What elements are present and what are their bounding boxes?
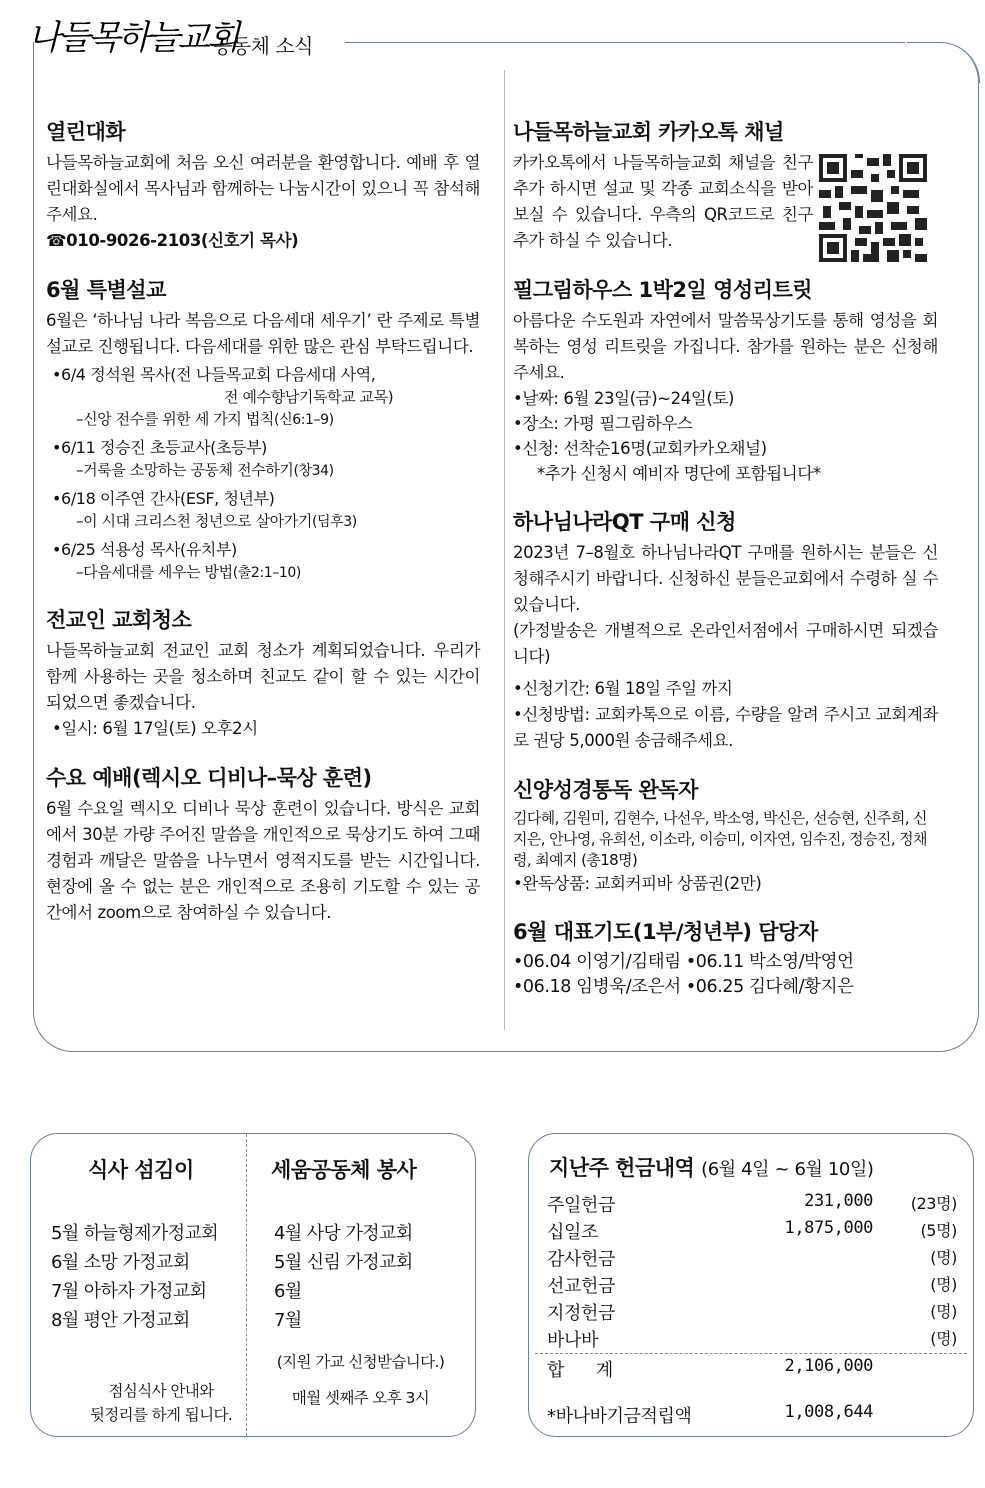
offering-title: [549, 1152, 874, 1182]
offering-amount: 1,875,000: [784, 1218, 873, 1238]
volunteer-box: [30, 1133, 476, 1437]
barnabas-fund-amount: 1,008,644: [784, 1402, 873, 1422]
header-subtitle: 공동체 소식: [213, 34, 313, 58]
meal-item: 6월 소망 가정교회: [51, 1252, 190, 1273]
offering-count: (5명): [920, 1221, 957, 1240]
offering-total-row: [547, 1356, 957, 1383]
cleaning-date: •일시: 6월 17일(토) 오후2시: [52, 719, 258, 738]
offering-title-text: 지난주 헌금내역: [549, 1156, 695, 1180]
kakao-body: 카카오톡에서 나들목하늘교회 채널을 친구추가 하시면 설교 및 각종 교회소식을 받아보실 수 있습니다. 우측의 QR코드로 친구추가 하실 수 있습니다.: [513, 153, 813, 250]
offering-period: (6월 4일 ~ 6월 10일): [701, 1159, 874, 1180]
retreat-section: [513, 274, 938, 486]
sermon-body: 6월은 ‘하나님 나라 복음으로 다음세대 세우기’ 란 주제로 특별설교로 진행됩니다. 다음세대를 위한 많은 관심 부탁드립니다.: [46, 311, 480, 356]
sermon-ref: (창34): [293, 463, 334, 479]
bible-prize: •완독상품: 교회커피바 상품권(2만): [513, 874, 762, 893]
sermon-topic-text: –거룩을 소망하는 공동체 전수하기: [76, 461, 294, 479]
sermon-topic-text: –신앙 전수를 위한 세 가지 법칙: [76, 410, 275, 428]
sermon-item-date: •6/18 이주연 간사(ESF, 청년부): [52, 489, 275, 508]
offering-label: 주일헌금: [547, 1195, 615, 1216]
sermon-item-topic: [52, 459, 480, 482]
welcome-body: 나들목하늘교회에 처음 오신 여러분을 환영합니다. 예배 후 열린대화실에서 목사님과 함께하는 나눔시간이 있으니 꼭 참석해주세요.: [46, 153, 480, 224]
sermon-item-date: •6/11 정승진 초등교사(초등부): [52, 438, 267, 457]
sermon-title: 6월 특별설교: [46, 278, 166, 302]
qt-period: •신청기간: 6월 18일 주일 까지: [513, 679, 733, 698]
prayer-line: •06.04 이영기/김태림 •06.11 박소영/박영언: [513, 952, 854, 972]
meal-item: 7월 아하자 가정교회: [51, 1281, 207, 1302]
service-title: 세움공동체 봉사: [271, 1158, 417, 1182]
bible-section: [513, 774, 938, 896]
cleaning-section: [46, 604, 480, 742]
offering-label: 바나바: [547, 1330, 598, 1351]
offering-row: [547, 1299, 957, 1326]
service-item: 5월 신림 가정교회: [274, 1252, 413, 1273]
welcome-title: 열린대화: [46, 120, 126, 144]
sermon-ref: (딤후3): [311, 514, 357, 530]
offering-amount: 231,000: [804, 1191, 873, 1211]
offering-row: [547, 1218, 957, 1245]
offering-label: 감사헌금: [547, 1249, 615, 1270]
sermon-item-topic: [52, 561, 480, 584]
prayer-line: •06.18 임병욱/조은서 •06.25 김다혜/황지은: [513, 977, 854, 997]
welcome-section: [46, 116, 480, 254]
service-item: 7월: [274, 1310, 302, 1331]
sermon-topic-text: –이 시대 크리스천 청년으로 살아가기: [76, 512, 312, 530]
offering-total-label: 합 계: [547, 1360, 613, 1381]
qt-section: [513, 506, 938, 754]
meal-note-line: 점심식사 안내와: [108, 1382, 214, 1400]
meal-item: 5월 하늘형제가정교회: [51, 1223, 219, 1244]
sermon-item-date2: 전 예수향남기독학교 교목): [224, 388, 394, 406]
offering-row: [547, 1272, 957, 1299]
barnabas-fund-row: [547, 1402, 957, 1429]
retreat-title: 필그림하우스 1박2일 영성리트릿: [513, 278, 813, 302]
sermon-ref: (출2:1–10): [232, 565, 301, 581]
retreat-body: 아름다운 수도원과 자연에서 말씀묵상기도를 통해 영성을 회복하는 영성 리트릿을 가집니다. 참가를 원하는 분은 신청해주세요.: [513, 311, 938, 382]
service-item: 4월 사당 가정교회: [274, 1223, 413, 1244]
sermon-ref: (신6:1–9): [274, 412, 334, 428]
offering-box: [528, 1133, 974, 1437]
sermon-section: [46, 274, 480, 584]
sermon-topic-text: –다음세대를 세우는 방법: [76, 563, 233, 581]
offering-label: 선교헌금: [547, 1276, 615, 1297]
sermon-item-topic: [52, 510, 480, 533]
wednesday-section: [46, 762, 480, 926]
offering-total-amount: 2,106,000: [784, 1356, 873, 1376]
offering-row: [547, 1245, 957, 1272]
barnabas-fund-label: *바나바기금적립액: [547, 1406, 692, 1427]
offering-label: 지정헌금: [547, 1303, 615, 1324]
offering-row: [547, 1326, 957, 1353]
service-note1: (지원 가교 신청받습니다.): [276, 1353, 445, 1371]
retreat-apply: •신청: 선착순16명(교회카카오채널): [513, 439, 767, 458]
wednesday-body: 6월 수요일 렉시오 디비나 묵상 훈련이 있습니다. 방식은 교회에서 30분 가량 주어진 말씀을 개인적으로 묵상기도 하여 그때 경험과 깨달은 말씀을 나누면서 영적지도를 받는 시간입니다. 현장에 올 수 없는 분은 개인적으로 조용히 기도할 수 있는 공간에서 zoom으로 참여하실 수 있습니다.: [46, 799, 480, 922]
bible-names: 김다혜, 김원미, 김현수, 나선우, 박소영, 박신은, 선승현, 신주희, 신지은, 안나영, 유희선, 이소라, 이승미, 이자연, 임수진, 정승진, 정채령, 최예지 (총18명): [513, 809, 927, 869]
qt-body: 2023년 7–8월호 하나님나라QT 구매를 원하시는 분들은 신청해주시기 바랍니다. 신청하신 분들은교회에서 수령하 실 수 있습니다.: [513, 543, 938, 614]
qt-title: 하나님나라QT 구매 신청: [513, 510, 736, 534]
kakao-qr-code-icon[interactable]: [819, 154, 927, 262]
column-divider: [504, 70, 505, 1030]
sermon-list: [46, 364, 480, 584]
offering-count: (명): [930, 1248, 957, 1267]
left-column: [46, 116, 480, 946]
meal-title: 식사 섬김이: [88, 1158, 194, 1182]
sermon-item-topic: [52, 408, 480, 431]
cleaning-body: 나들목하늘교회 전교인 교회 청소가 계획되었습니다. 우리가 함께 사용하는 곳을 청소하며 친교도 같이 할 수 있는 시간이 되었으면 좋겠습니다.: [46, 641, 480, 712]
retreat-date: •날짜: 6월 23일(금)~24일(토): [513, 389, 735, 408]
bible-title: 신양성경통독 완독자: [513, 778, 698, 802]
wednesday-title: 수요 예배(렉시오 디비나–묵상 훈련): [46, 766, 372, 790]
meal-note: [71, 1379, 251, 1427]
offering-count: (명): [930, 1329, 957, 1348]
meal-item: 8월 평안 가정교회: [51, 1310, 190, 1331]
meal-note-line: 뒷정리를 하게 됩니다.: [89, 1406, 233, 1424]
prayer-title: 6월 대표기도(1부/청년부) 담당자: [513, 920, 818, 944]
kakao-title: 나들목하늘교회 카카오톡 채널: [513, 120, 784, 144]
welcome-contact: ☎010-9026-2103(신호기 목사): [46, 231, 299, 250]
offering-label: 십일조: [547, 1222, 598, 1243]
church-logo: 나들목하늘교회: [28, 18, 237, 58]
cleaning-title: 전교인 교회청소: [46, 608, 192, 632]
service-note2: 매월 셋째주 오후 3시: [291, 1389, 430, 1407]
offering-row: [547, 1191, 957, 1218]
qt-method: •신청방법: 교회카톡으로 이름, 수량을 알려 주시고 교회계좌로 권당 5,000원 송금해주세요.: [513, 705, 938, 750]
qt-body2: (가정발송은 개별적으로 온라인서점에서 구매하시면 되겠습니다): [513, 621, 938, 666]
sermon-item-date: •6/4 정석원 목사(전 나들목교회 다음세대 사역,: [52, 365, 376, 384]
retreat-place: •장소: 가평 필그림하우스: [513, 414, 693, 433]
offering-count: (명): [930, 1302, 957, 1321]
service-item: 6월: [274, 1281, 302, 1302]
offering-count: (23명): [910, 1194, 957, 1213]
sermon-item-date: •6/25 석용성 목사(유치부): [52, 540, 237, 559]
retreat-note: *추가 신청시 예비자 명단에 포함됩니다*: [537, 464, 821, 483]
offering-separator: [535, 1353, 967, 1354]
offering-count: (명): [930, 1275, 957, 1294]
prayer-section: [513, 916, 938, 1000]
